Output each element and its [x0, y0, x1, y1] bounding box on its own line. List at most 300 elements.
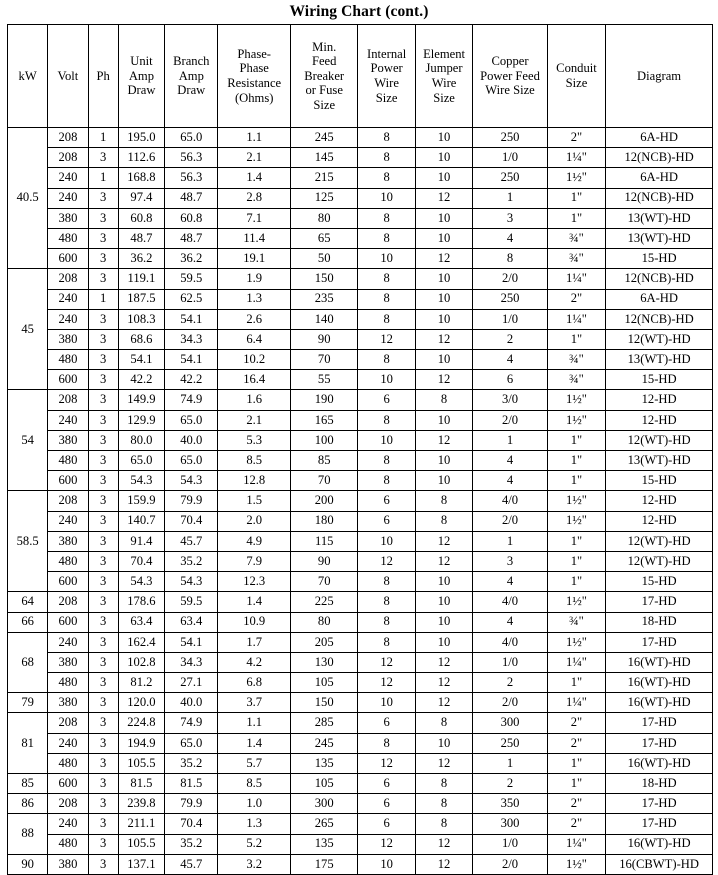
- cell-diagram: 18-HD: [606, 612, 713, 632]
- cell-conduit: 1½": [547, 592, 605, 612]
- table-row: [8, 228, 713, 248]
- cell-elem_jump: 8: [415, 713, 472, 733]
- cell-min_feed: 225: [290, 592, 357, 612]
- cell-elem_jump: 12: [415, 673, 472, 693]
- cell-branch_amp: 45.7: [165, 854, 218, 874]
- cell-unit_amp: 178.6: [118, 592, 164, 612]
- cell-volt: 240: [48, 168, 88, 188]
- cell-diagram: 12(WT)-HD: [606, 430, 713, 450]
- cell-int_power: 10: [358, 854, 415, 874]
- cell-diagram: 17-HD: [606, 733, 713, 753]
- kw-group-cell: 79: [8, 693, 48, 713]
- cell-unit_amp: 112.6: [118, 148, 164, 168]
- column-header-line: Wire Size: [485, 83, 535, 98]
- cell-min_feed: 265: [290, 814, 357, 834]
- cell-ph: 3: [88, 370, 118, 390]
- cell-diagram: 13(WT)-HD: [606, 350, 713, 370]
- column-header-int_power: [358, 25, 415, 128]
- column-header-line: or Fuse: [305, 83, 343, 98]
- cell-branch_amp: 63.4: [165, 612, 218, 632]
- cell-copper: 2/0: [473, 410, 548, 430]
- column-header-line: Size: [375, 90, 398, 105]
- column-header-line: Unit: [130, 54, 153, 69]
- cell-unit_amp: 60.8: [118, 208, 164, 228]
- cell-diagram: 13(WT)-HD: [606, 228, 713, 248]
- cell-min_feed: 115: [290, 531, 357, 551]
- wiring-chart-table: [7, 24, 713, 875]
- cell-min_feed: 215: [290, 168, 357, 188]
- cell-int_power: 12: [358, 753, 415, 773]
- cell-resistance: 10.9: [218, 612, 291, 632]
- cell-volt: 480: [48, 451, 88, 471]
- table-row: [8, 693, 713, 713]
- cell-resistance: 8.5: [218, 774, 291, 794]
- cell-conduit: ¾": [547, 249, 605, 269]
- cell-conduit: 1": [547, 673, 605, 693]
- table-row: [8, 249, 713, 269]
- cell-diagram: 6A-HD: [606, 128, 713, 148]
- cell-min_feed: 135: [290, 834, 357, 854]
- cell-copper: 8: [473, 249, 548, 269]
- cell-copper: 3: [473, 551, 548, 571]
- cell-min_feed: 145: [290, 148, 357, 168]
- cell-elem_jump: 10: [415, 592, 472, 612]
- cell-branch_amp: 54.3: [165, 572, 218, 592]
- column-header-line: Jumper: [425, 61, 463, 76]
- cell-int_power: 12: [358, 834, 415, 854]
- cell-resistance: 16.4: [218, 370, 291, 390]
- cell-resistance: 1.7: [218, 632, 291, 652]
- table-row: [8, 370, 713, 390]
- cell-ph: 3: [88, 612, 118, 632]
- cell-elem_jump: 10: [415, 289, 472, 309]
- column-header-line: Phase: [239, 61, 269, 76]
- cell-copper: 4/0: [473, 632, 548, 652]
- cell-int_power: 8: [358, 208, 415, 228]
- cell-int_power: 8: [358, 228, 415, 248]
- cell-elem_jump: 8: [415, 774, 472, 794]
- cell-conduit: 2": [547, 733, 605, 753]
- cell-volt: 600: [48, 774, 88, 794]
- cell-unit_amp: 42.2: [118, 370, 164, 390]
- cell-int_power: 8: [358, 350, 415, 370]
- table-row: [8, 491, 713, 511]
- cell-volt: 600: [48, 572, 88, 592]
- column-header-line: (Ohms): [234, 90, 274, 105]
- column-header-line: Power: [370, 61, 403, 76]
- cell-volt: 208: [48, 148, 88, 168]
- cell-volt: 600: [48, 612, 88, 632]
- column-header-kw: [8, 25, 48, 128]
- cell-elem_jump: 8: [415, 390, 472, 410]
- cell-diagram: 12-HD: [606, 491, 713, 511]
- cell-volt: 240: [48, 814, 88, 834]
- cell-volt: 240: [48, 632, 88, 652]
- cell-unit_amp: 140.7: [118, 511, 164, 531]
- cell-elem_jump: 12: [415, 693, 472, 713]
- cell-volt: 380: [48, 693, 88, 713]
- column-header-resistance: [218, 25, 291, 128]
- kw-group-cell: 86: [8, 794, 48, 814]
- cell-resistance: 1.3: [218, 289, 291, 309]
- cell-volt: 480: [48, 673, 88, 693]
- cell-conduit: 2": [547, 794, 605, 814]
- column-header-line: Size: [433, 90, 455, 105]
- cell-copper: 2: [473, 329, 548, 349]
- cell-min_feed: 70: [290, 572, 357, 592]
- cell-min_feed: 70: [290, 350, 357, 370]
- cell-copper: 4: [473, 612, 548, 632]
- cell-ph: 3: [88, 673, 118, 693]
- cell-unit_amp: 80.0: [118, 430, 164, 450]
- cell-copper: 4/0: [473, 491, 548, 511]
- cell-unit_amp: 162.4: [118, 632, 164, 652]
- cell-copper: 250: [473, 733, 548, 753]
- cell-min_feed: 125: [290, 188, 357, 208]
- cell-unit_amp: 105.5: [118, 753, 164, 773]
- cell-diagram: 15-HD: [606, 249, 713, 269]
- cell-volt: 240: [48, 511, 88, 531]
- cell-resistance: 1.9: [218, 269, 291, 289]
- cell-diagram: 17-HD: [606, 713, 713, 733]
- cell-int_power: 6: [358, 511, 415, 531]
- cell-resistance: 1.5: [218, 491, 291, 511]
- cell-min_feed: 80: [290, 612, 357, 632]
- cell-ph: 3: [88, 249, 118, 269]
- cell-ph: 1: [88, 128, 118, 148]
- cell-resistance: 2.8: [218, 188, 291, 208]
- cell-int_power: 12: [358, 673, 415, 693]
- cell-resistance: 2.0: [218, 511, 291, 531]
- cell-elem_jump: 12: [415, 531, 472, 551]
- cell-branch_amp: 79.9: [165, 794, 218, 814]
- cell-branch_amp: 70.4: [165, 511, 218, 531]
- cell-ph: 3: [88, 814, 118, 834]
- cell-resistance: 2.1: [218, 148, 291, 168]
- column-header-line: Draw: [177, 83, 206, 98]
- cell-diagram: 16(WT)-HD: [606, 753, 713, 773]
- cell-conduit: 2": [547, 128, 605, 148]
- cell-unit_amp: 194.9: [118, 733, 164, 753]
- cell-elem_jump: 10: [415, 168, 472, 188]
- table-row: [8, 652, 713, 672]
- page-title: Wiring Chart (cont.): [289, 3, 429, 20]
- cell-ph: 3: [88, 269, 118, 289]
- cell-copper: 1: [473, 430, 548, 450]
- kw-group-cell: 90: [8, 854, 48, 874]
- cell-conduit: 1": [547, 471, 605, 491]
- cell-resistance: 4.9: [218, 531, 291, 551]
- cell-diagram: 15-HD: [606, 370, 713, 390]
- cell-resistance: 1.4: [218, 168, 291, 188]
- column-header-conduit: [547, 25, 605, 128]
- cell-int_power: 6: [358, 794, 415, 814]
- cell-min_feed: 105: [290, 673, 357, 693]
- cell-conduit: 1½": [547, 854, 605, 874]
- cell-resistance: 6.8: [218, 673, 291, 693]
- cell-elem_jump: 10: [415, 350, 472, 370]
- cell-volt: 208: [48, 390, 88, 410]
- cell-copper: 250: [473, 289, 548, 309]
- cell-unit_amp: 102.8: [118, 652, 164, 672]
- cell-conduit: 1½": [547, 390, 605, 410]
- cell-copper: 2/0: [473, 511, 548, 531]
- cell-diagram: 18-HD: [606, 774, 713, 794]
- cell-ph: 3: [88, 774, 118, 794]
- column-header-line: Volt: [57, 68, 79, 83]
- cell-resistance: 5.3: [218, 430, 291, 450]
- column-header-line: Element: [423, 46, 466, 61]
- cell-copper: 250: [473, 128, 548, 148]
- cell-copper: 2: [473, 673, 548, 693]
- cell-branch_amp: 59.5: [165, 592, 218, 612]
- cell-diagram: 16(WT)-HD: [606, 673, 713, 693]
- cell-min_feed: 90: [290, 551, 357, 571]
- cell-unit_amp: 65.0: [118, 451, 164, 471]
- cell-resistance: 1.4: [218, 592, 291, 612]
- cell-int_power: 8: [358, 410, 415, 430]
- cell-volt: 240: [48, 188, 88, 208]
- cell-branch_amp: 79.9: [165, 491, 218, 511]
- column-header-line: Conduit: [556, 61, 597, 76]
- cell-diagram: 12(WT)-HD: [606, 329, 713, 349]
- cell-diagram: 17-HD: [606, 794, 713, 814]
- column-header-line: Size: [313, 97, 336, 112]
- cell-ph: 3: [88, 531, 118, 551]
- cell-ph: 3: [88, 329, 118, 349]
- cell-ph: 3: [88, 753, 118, 773]
- cell-int_power: 10: [358, 249, 415, 269]
- cell-conduit: 1½": [547, 491, 605, 511]
- cell-resistance: 7.1: [218, 208, 291, 228]
- cell-volt: 480: [48, 834, 88, 854]
- cell-min_feed: 140: [290, 309, 357, 329]
- cell-min_feed: 150: [290, 269, 357, 289]
- cell-int_power: 8: [358, 269, 415, 289]
- column-header-min_feed: [290, 25, 357, 128]
- column-header-volt: [48, 25, 88, 128]
- cell-elem_jump: 10: [415, 208, 472, 228]
- cell-branch_amp: 48.7: [165, 188, 218, 208]
- cell-int_power: 8: [358, 128, 415, 148]
- cell-branch_amp: 81.5: [165, 774, 218, 794]
- cell-branch_amp: 45.7: [165, 531, 218, 551]
- cell-ph: 3: [88, 551, 118, 571]
- cell-diagram: 16(WT)-HD: [606, 652, 713, 672]
- cell-volt: 208: [48, 713, 88, 733]
- cell-branch_amp: 34.3: [165, 329, 218, 349]
- cell-volt: 380: [48, 329, 88, 349]
- cell-int_power: 8: [358, 612, 415, 632]
- cell-elem_jump: 10: [415, 733, 472, 753]
- cell-conduit: 1": [547, 531, 605, 551]
- column-header-line: Draw: [127, 83, 156, 98]
- cell-ph: 3: [88, 451, 118, 471]
- table-row: [8, 794, 713, 814]
- cell-volt: 208: [48, 269, 88, 289]
- table-row: [8, 834, 713, 854]
- cell-copper: 300: [473, 814, 548, 834]
- cell-conduit: ¾": [547, 370, 605, 390]
- cell-resistance: 8.5: [218, 451, 291, 471]
- cell-int_power: 6: [358, 713, 415, 733]
- cell-elem_jump: 10: [415, 632, 472, 652]
- cell-branch_amp: 35.2: [165, 834, 218, 854]
- kw-group-cell: 66: [8, 612, 48, 632]
- cell-volt: 480: [48, 228, 88, 248]
- cell-diagram: 17-HD: [606, 814, 713, 834]
- cell-branch_amp: 27.1: [165, 673, 218, 693]
- cell-copper: 1: [473, 531, 548, 551]
- cell-unit_amp: 129.9: [118, 410, 164, 430]
- cell-conduit: 1¼": [547, 269, 605, 289]
- cell-branch_amp: 35.2: [165, 753, 218, 773]
- cell-min_feed: 285: [290, 713, 357, 733]
- cell-diagram: 13(WT)-HD: [606, 208, 713, 228]
- cell-conduit: 1": [547, 208, 605, 228]
- cell-elem_jump: 10: [415, 471, 472, 491]
- cell-diagram: 12(WT)-HD: [606, 531, 713, 551]
- cell-conduit: 1½": [547, 168, 605, 188]
- cell-min_feed: 130: [290, 652, 357, 672]
- cell-unit_amp: 70.4: [118, 551, 164, 571]
- column-header-line: Internal: [367, 46, 407, 61]
- kw-group-cell: 45: [8, 269, 48, 390]
- cell-int_power: 8: [358, 148, 415, 168]
- column-header-line: Amp: [128, 68, 155, 83]
- cell-copper: 1/0: [473, 148, 548, 168]
- table-row: [8, 572, 713, 592]
- cell-diagram: 12-HD: [606, 511, 713, 531]
- cell-volt: 208: [48, 592, 88, 612]
- cell-elem_jump: 8: [415, 814, 472, 834]
- cell-int_power: 8: [358, 572, 415, 592]
- cell-int_power: 8: [358, 289, 415, 309]
- cell-conduit: ¾": [547, 228, 605, 248]
- table-row: [8, 471, 713, 491]
- cell-unit_amp: 119.1: [118, 269, 164, 289]
- cell-conduit: 1": [547, 451, 605, 471]
- table-row: [8, 148, 713, 168]
- cell-diagram: 12(NCB)-HD: [606, 148, 713, 168]
- header-row: [8, 25, 713, 128]
- cell-unit_amp: 48.7: [118, 228, 164, 248]
- table-row: [8, 511, 713, 531]
- cell-ph: 3: [88, 854, 118, 874]
- cell-int_power: 6: [358, 774, 415, 794]
- cell-copper: 4: [473, 350, 548, 370]
- cell-branch_amp: 40.0: [165, 693, 218, 713]
- cell-volt: 208: [48, 128, 88, 148]
- table-row: [8, 814, 713, 834]
- table-row: [8, 753, 713, 773]
- cell-branch_amp: 34.3: [165, 652, 218, 672]
- cell-unit_amp: 68.6: [118, 329, 164, 349]
- cell-copper: 4/0: [473, 592, 548, 612]
- cell-elem_jump: 10: [415, 228, 472, 248]
- column-header-line: Wire: [374, 76, 399, 90]
- kw-group-cell: 88: [8, 814, 48, 854]
- cell-volt: 600: [48, 249, 88, 269]
- cell-branch_amp: 42.2: [165, 370, 218, 390]
- column-header-line: Power Feed: [480, 68, 540, 83]
- table-header: [8, 25, 713, 128]
- kw-group-cell: 54: [8, 390, 48, 491]
- cell-min_feed: 175: [290, 854, 357, 874]
- table-row: [8, 390, 713, 410]
- cell-ph: 3: [88, 713, 118, 733]
- cell-resistance: 12.3: [218, 572, 291, 592]
- cell-int_power: 8: [358, 632, 415, 652]
- cell-ph: 1: [88, 289, 118, 309]
- cell-conduit: 1¼": [547, 309, 605, 329]
- cell-copper: 4: [473, 228, 548, 248]
- column-header-copper: [473, 25, 548, 128]
- cell-int_power: 8: [358, 471, 415, 491]
- cell-conduit: 1": [547, 774, 605, 794]
- cell-elem_jump: 10: [415, 148, 472, 168]
- cell-min_feed: 245: [290, 128, 357, 148]
- cell-int_power: 6: [358, 390, 415, 410]
- cell-min_feed: 180: [290, 511, 357, 531]
- kw-group-cell: 58.5: [8, 491, 48, 592]
- column-header-line: Amp: [178, 68, 204, 83]
- cell-diagram: 17-HD: [606, 632, 713, 652]
- cell-int_power: 12: [358, 551, 415, 571]
- cell-volt: 380: [48, 208, 88, 228]
- cell-conduit: 1¼": [547, 693, 605, 713]
- cell-copper: 300: [473, 713, 548, 733]
- cell-resistance: 1.6: [218, 390, 291, 410]
- table-row: [8, 410, 713, 430]
- column-header-line: Resistance: [227, 76, 282, 90]
- table-row: [8, 309, 713, 329]
- cell-volt: 240: [48, 733, 88, 753]
- cell-ph: 3: [88, 794, 118, 814]
- cell-diagram: 15-HD: [606, 572, 713, 592]
- cell-elem_jump: 10: [415, 572, 472, 592]
- cell-ph: 3: [88, 228, 118, 248]
- table-row: [8, 551, 713, 571]
- cell-conduit: 1¼": [547, 148, 605, 168]
- cell-elem_jump: 8: [415, 491, 472, 511]
- column-header-unit_amp: [118, 25, 164, 128]
- cell-resistance: 2.1: [218, 410, 291, 430]
- cell-conduit: 1": [547, 329, 605, 349]
- cell-int_power: 8: [358, 309, 415, 329]
- cell-min_feed: 65: [290, 228, 357, 248]
- cell-conduit: 2": [547, 289, 605, 309]
- cell-branch_amp: 54.1: [165, 632, 218, 652]
- cell-conduit: ¾": [547, 350, 605, 370]
- cell-copper: 4: [473, 471, 548, 491]
- cell-conduit: 2": [547, 814, 605, 834]
- table-row: [8, 430, 713, 450]
- cell-conduit: ¾": [547, 612, 605, 632]
- cell-elem_jump: 12: [415, 188, 472, 208]
- table-row: [8, 208, 713, 228]
- cell-branch_amp: 56.3: [165, 148, 218, 168]
- column-header-line: Branch: [173, 54, 210, 69]
- cell-conduit: 1": [547, 188, 605, 208]
- cell-branch_amp: 56.3: [165, 168, 218, 188]
- cell-unit_amp: 120.0: [118, 693, 164, 713]
- cell-int_power: 8: [358, 168, 415, 188]
- cell-diagram: 16(WT)-HD: [606, 834, 713, 854]
- cell-elem_jump: 8: [415, 794, 472, 814]
- cell-conduit: 1¼": [547, 834, 605, 854]
- cell-unit_amp: 108.3: [118, 309, 164, 329]
